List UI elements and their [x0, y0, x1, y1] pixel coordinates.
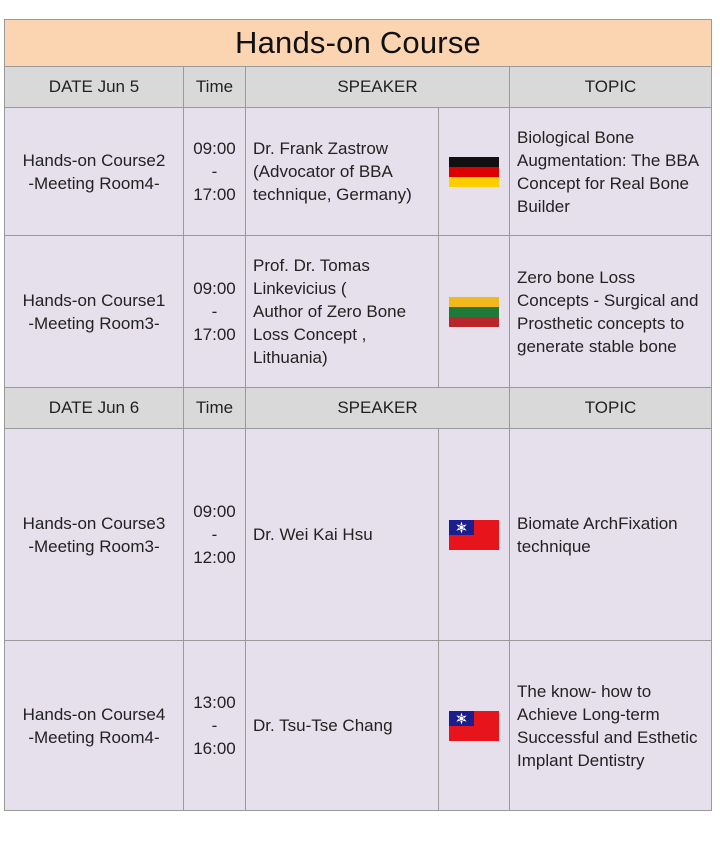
text-line: Achieve Long-term: [517, 704, 660, 724]
course-cell: [5, 641, 184, 811]
text-line: Hands-on Course1: [22, 290, 166, 310]
text-line: 09:00: [193, 279, 236, 298]
time-cell: [184, 108, 246, 236]
day-header-row: [5, 67, 712, 108]
session-row: [5, 429, 712, 641]
speaker-cell: [246, 236, 439, 388]
topic-cell: [510, 641, 712, 811]
text-line: Zero bone Loss: [517, 267, 636, 287]
text-line: Implant Dentistry: [517, 750, 645, 770]
text-line: technique, Germany): [253, 185, 412, 204]
text-line: 09:00: [193, 502, 236, 521]
topic-cell: [510, 108, 712, 236]
text-line: The know- how to: [517, 681, 652, 701]
speaker-cell: [246, 429, 439, 641]
schedule-table: [4, 19, 712, 811]
text-line: (Advocator of BBA: [253, 162, 393, 181]
text-line: Concept for Real Bone: [517, 173, 689, 193]
taiwan-flag-icon: [449, 520, 499, 550]
text-line: Concepts - Surgical and: [517, 290, 699, 310]
text-line: Biological Bone: [517, 127, 635, 147]
text-line: Dr. Frank Zastrow: [253, 139, 389, 158]
flag-cell: [439, 236, 510, 388]
title-row: [5, 20, 712, 67]
time-cell: [184, 641, 246, 811]
day-header-row: [5, 388, 712, 429]
text-line: 13:00: [193, 693, 236, 712]
date-header: DATE Jun 5: [5, 67, 184, 108]
text-line: Dr. Tsu-Tse Chang: [253, 716, 393, 735]
text-line: -Meeting Room4-: [28, 173, 160, 193]
germany-flag-icon: [449, 157, 499, 187]
text-line: -Meeting Room3-: [28, 313, 160, 333]
text-line: -Meeting Room4-: [28, 727, 160, 747]
text-line: generate stable bone: [517, 336, 677, 356]
course-cell: [5, 429, 184, 641]
time-header: Time: [184, 388, 246, 429]
text-line: Augmentation: The BBA: [517, 150, 700, 170]
time-cell: [184, 236, 246, 388]
text-line: Builder: [517, 196, 570, 216]
text-line: 12:00: [193, 548, 236, 567]
session-row: [5, 641, 712, 811]
text-line: Successful and Esthetic: [517, 727, 698, 747]
flag-cell: [439, 429, 510, 641]
text-line: Dr. Wei Kai Hsu: [253, 525, 373, 544]
topic-cell: [510, 236, 712, 388]
speaker-cell: [246, 641, 439, 811]
text-line: Linkevicius (: [253, 279, 347, 298]
lithuania-flag-icon: [449, 297, 499, 327]
time-cell: [184, 429, 246, 641]
text-line: -Meeting Room3-: [28, 536, 160, 556]
text-line: Hands-on Course4: [22, 704, 166, 724]
topic-cell: [510, 429, 712, 641]
time-header: Time: [184, 67, 246, 108]
text-line: -: [211, 162, 218, 181]
topic-header: TOPIC: [510, 388, 712, 429]
text-line: Loss Concept ,: [253, 325, 367, 344]
text-line: 17:00: [193, 325, 236, 344]
flag-cell: [439, 641, 510, 811]
text-line: technique: [517, 536, 591, 556]
text-line: Hands-on Course2: [22, 150, 166, 170]
text-line: Hands-on Course3: [22, 513, 166, 533]
text-line: 09:00: [193, 139, 236, 158]
text-line: Lithuania): [253, 348, 328, 367]
session-row: [5, 236, 712, 388]
speaker-header: SPEAKER: [246, 67, 510, 108]
text-line: Prof. Dr. Tomas: [253, 256, 370, 275]
speaker-cell: [246, 108, 439, 236]
session-row: [5, 108, 712, 236]
page-title: Hands-on Course: [5, 20, 712, 67]
text-line: Author of Zero Bone: [253, 302, 407, 321]
text-line: 17:00: [193, 185, 236, 204]
text-line: 16:00: [193, 739, 236, 758]
date-header: DATE Jun 6: [5, 388, 184, 429]
flag-cell: [439, 108, 510, 236]
text-line: Prosthetic concepts to: [517, 313, 685, 333]
topic-header: TOPIC: [510, 67, 712, 108]
text-line: Biomate ArchFixation: [517, 513, 678, 533]
text-line: -: [211, 525, 218, 544]
course-cell: [5, 108, 184, 236]
course-cell: [5, 236, 184, 388]
text-line: -: [211, 716, 218, 735]
taiwan-flag-icon: [449, 711, 499, 741]
text-line: -: [211, 302, 218, 321]
speaker-header: SPEAKER: [246, 388, 510, 429]
